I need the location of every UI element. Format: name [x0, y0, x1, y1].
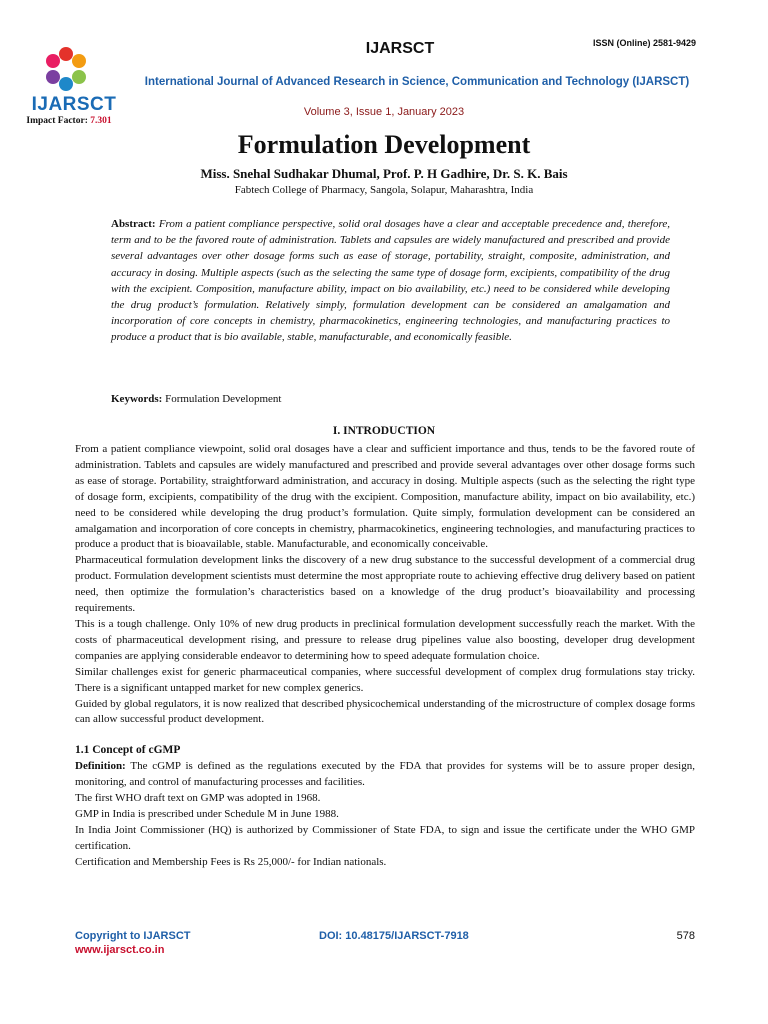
intro-paragraph: Pharmaceutical formulation development links the discovery of a new drug substance to the successful development of a commercial drug product. Formulation development scientists must determine the most appropriate route to achieving effective drug delivery based on patient need, then optimize the formulation’s characteristics based on a knowledge of the drug product’s bioavailability and processing requirements. [75, 554, 695, 615]
page-number: 578 [676, 930, 695, 942]
intro-paragraph: This is a tough challenge. Only 10% of new drug products in preclinical formulation development successfully reach the market. With the costs of pharmaceutical development rising, and pressure to release drug pipelines value also boosting, developer drug development companies are applying considerable endeavor to determining how to speed adequate formulation choice. [75, 617, 695, 662]
affiliation: Fabtech College of Pharmacy, Sangola, Solapur, Maharashtra, India [234, 184, 534, 196]
keywords-label: Keywords: [111, 393, 163, 405]
cgmp-definition [75, 759, 695, 791]
website-link[interactable]: www.ijarsct.co.in [75, 944, 165, 956]
logo-flower-icon [14, 42, 124, 98]
keywords-text: Formulation Development [165, 393, 282, 405]
abstract [111, 216, 670, 346]
cgmp-line: In India Joint Commissioner (HQ) is authorized by Commissioner of State FDA, to sign and issue the certificate under the WHO GMP certification. [75, 823, 695, 852]
definition-text: The cGMP is defined as the regulations executed by the FDA that provides for systems will be to assure proper design, monitoring, and control of manufacturing processes and facilities. [75, 760, 695, 789]
subsection-heading-cgmp: 1.1 Concept of cGMP [75, 744, 181, 757]
intro-paragraph: Guided by global regulators, it is now realized that described physicochemical understanding of the microstructure of complex dosage forms can allow successful product development. [75, 697, 695, 726]
journal-abbreviation: IJARSCT [365, 40, 435, 57]
authors: Miss. Snehal Sudhakar Dhumal, Prof. P. H Gadhire, Dr. S. K. Bais [200, 166, 568, 181]
section-heading-introduction: I. INTRODUCTION [332, 425, 436, 437]
volume-issue: Volume 3, Issue 1, January 2023 [303, 106, 465, 118]
cgmp-line: Certification and Membership Fees is Rs 25,000/- for Indian nationals. [75, 855, 387, 868]
impact-factor-label: Impact Factor: [26, 116, 91, 126]
logo-wordmark: IJARSCT [31, 94, 117, 115]
definition-label: Definition: [75, 760, 126, 773]
keywords [111, 393, 670, 405]
journal-logo [14, 42, 124, 132]
copyright: Copyright to IJARSCT [75, 930, 191, 942]
intro-paragraph: Similar challenges exist for generic pharmaceutical companies, where successful development of complex drug formulations stay tricky. There is a significant untapped market for new complex generics. [75, 665, 695, 694]
doi-link[interactable]: DOI: 10.48175/IJARSCT-7918 [319, 930, 469, 942]
impact-factor-value: 7.301 [90, 116, 112, 126]
abstract-label: Abstract: [111, 218, 156, 230]
issn: ISSN (Online) 2581-9429 [592, 38, 696, 48]
journal-full-title: International Journal of Advanced Research in Science, Communication and Technology (IJARSCT) [144, 76, 690, 88]
abstract-text: From a patient compliance perspective, solid oral dosages have a clear and acceptable precedence and, therefore, term and to be the favored route of administration. Tablets and capsules are widely manufactured and prescribed and provide several advantages over other dosage forms such as ease of storage, portability, straight, composite, administration, and accuracy in dosing. Multiple aspects (such as the selecting the same type of dosage form, excipients, compatibility of the drug with the excipient. Composition, manufacture ability, impact on bio availability, etc.) need to be considered while developing the drug product’s formulation. Relatively simply, formulation development can be considered an amalgamation and incorporation of core concepts in chemistry, pharmacokinetics, engineering technologies, and manufacturing practices to produce a product that is bio available, stable, manufacturable, and economically feasible. [111, 218, 670, 344]
body-text [75, 442, 695, 871]
paper-title: Formulation Development [237, 130, 531, 159]
cgmp-line: GMP in India is prescribed under Schedule M in June 1988. [75, 807, 339, 820]
intro-paragraph: From a patient compliance viewpoint, solid oral dosages have a clear and sufficient importance and thus, tends to be the favored route of administration. Tablets and capsules are widely manufactured and prescribed and provide several advantages over other dosage forms such as ease of storage. Portability, straightforward administration, and accuracy in dosing. Multiple aspects (such as the selecting the right type of dosage form, excipients, compatibility of the drug with the excipient. Composition, manufacture ability, impact on bio availability, etc.) need to be considered while developing the drug product’s formulation. Quite simply, formulation development can be considered an amalgamation and incorporation of core concepts in chemistry, pharmacokinetics, engineering technologies, and manufacturing practices to produce a product that is bioavailable, stable. Manufacturable, and economically conceivable. [75, 443, 695, 551]
cgmp-line: The first WHO draft text on GMP was adopted in 1968. [75, 792, 321, 805]
